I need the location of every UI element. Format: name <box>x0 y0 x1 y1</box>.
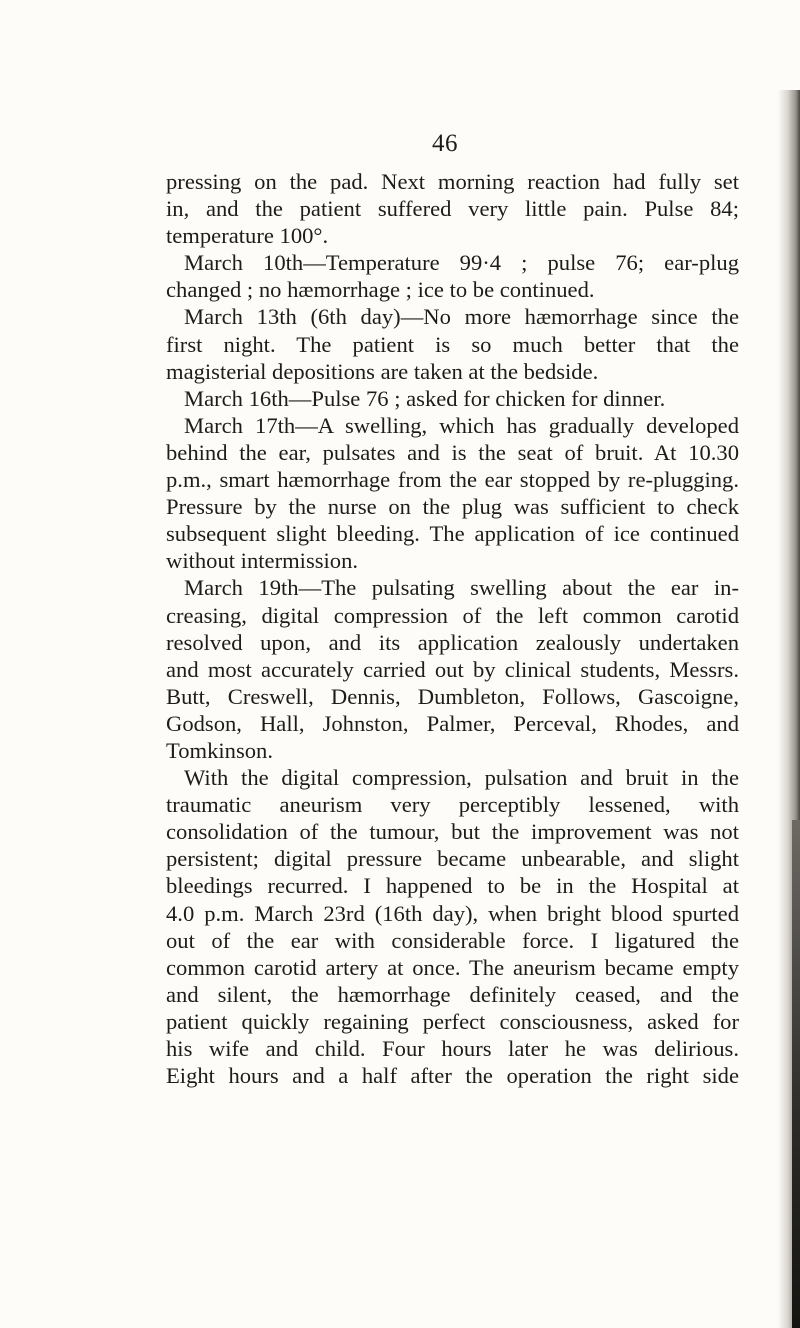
text-line: magisterial depositions are taken at the bedside. <box>166 358 599 384</box>
text-line: March 10th—Temperature 99·4 ; pulse 76; ear-plug <box>184 250 739 276</box>
text-line: With the digital compression, pulsation and bruit in the <box>184 765 739 791</box>
text-line: p.m., smart hæmorrhage from the ear stopped by re-plugging. <box>166 467 739 493</box>
text-line: 4.0 p.m. March 23rd (16th day), when bright blood spurted <box>166 900 739 926</box>
text-line: Eight hours and a half after the operation the right side <box>166 1063 739 1089</box>
text-line: temperature 100°. <box>166 223 329 249</box>
page-number: 46 <box>432 130 458 157</box>
text-line: creasing, digital compression of the left common carotid <box>166 602 739 628</box>
text-line: without intermission. <box>166 548 359 574</box>
body-text <box>166 168 739 1089</box>
text-line: and most accurately carried out by clinical students, Messrs. <box>166 656 739 682</box>
text-line: behind the ear, pulsates and is the seat of bruit. At 10.30 <box>166 439 739 465</box>
text-line: Tomkinson. <box>166 737 273 763</box>
text-line: in, and the patient suffered very little pain. Pulse 84; <box>166 196 739 222</box>
binding-edge <box>792 820 800 1328</box>
text-line: resolved upon, and its application zealously undertaken <box>166 629 739 655</box>
text-line: March 13th (6th day)—No more hæmorrhage since the <box>184 304 739 330</box>
text-line: Butt, Creswell, Dennis, Dumbleton, Follows, Gascoigne, <box>166 683 739 709</box>
text-line: March 17th—A swelling, which has gradually developed <box>184 412 739 438</box>
text-line: March 16th—Pulse 76 ; asked for chicken for dinner. <box>184 385 666 411</box>
text-line: common carotid artery at once. The aneurism became empty <box>166 954 739 980</box>
text-line: and silent, the hæmorrhage definitely ceased, and the <box>166 981 739 1007</box>
text-line: Godson, Hall, Johnston, Palmer, Perceval, Rhodes, and <box>166 710 739 736</box>
text-line: first night. The patient is so much better that the <box>166 331 739 357</box>
text-line: changed ; no hæmorrhage ; ice to be continued. <box>166 277 595 303</box>
text-line: out of the ear with considerable force. I ligatured the <box>166 927 739 953</box>
text-line: his wife and child. Four hours later he was delirious. <box>166 1036 739 1061</box>
text-line: traumatic aneurism very perceptibly lessened, with <box>166 792 739 818</box>
text-line: consolidation of the tumour, but the improvement was not <box>166 819 739 845</box>
text-line: bleedings recurred. I happened to be in the Hospital at <box>166 873 739 899</box>
text-line: pressing on the pad. Next morning reaction had fully set <box>166 169 739 194</box>
text-line: Pressure by the nurse on the plug was sufficient to check <box>166 494 739 520</box>
text-line: March 19th—The pulsating swelling about the ear in- <box>184 575 739 601</box>
text-line: persistent; digital pressure became unbearable, and slight <box>166 846 739 872</box>
text-line: patient quickly regaining perfect consciousness, asked for <box>166 1008 739 1034</box>
text-line: subsequent slight bleeding. The application of ice continued <box>166 521 739 547</box>
